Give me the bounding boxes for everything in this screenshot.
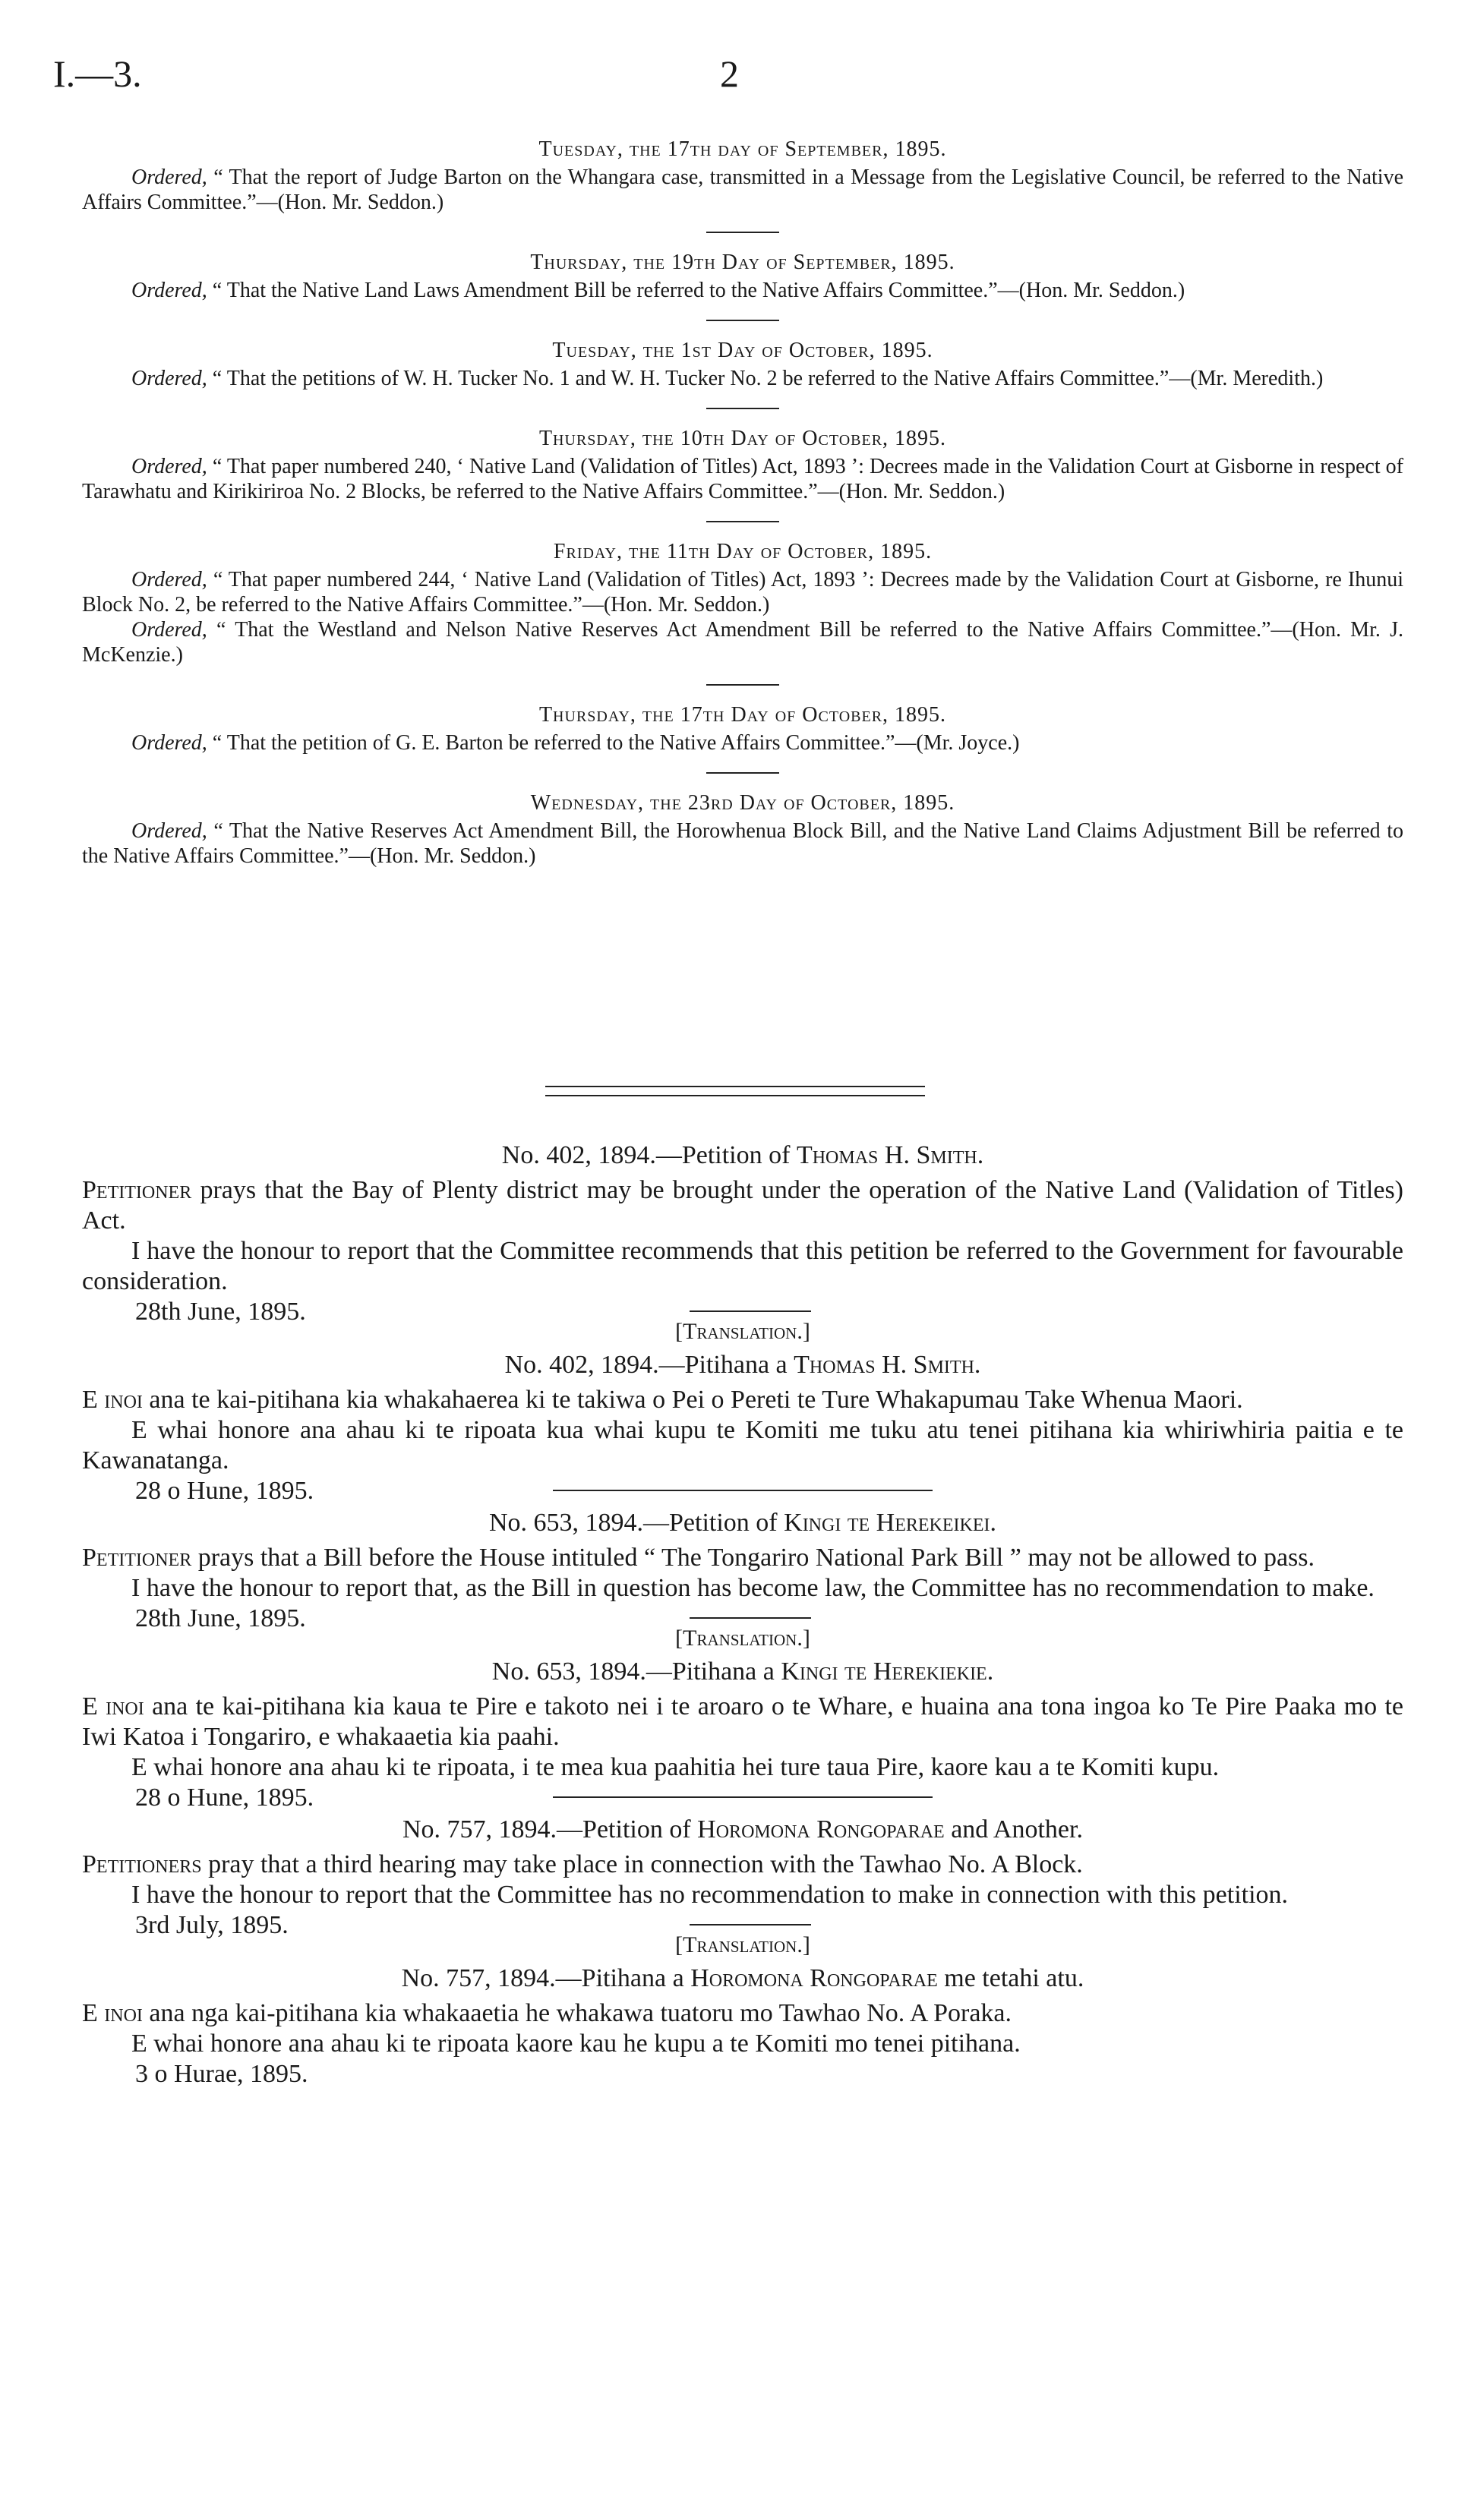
petition-title: No. 402, 1894.—Petition of Thomas H. Smith. <box>501 1141 984 1169</box>
section-divider <box>545 1086 925 1096</box>
translation-label: [Translation.] <box>675 1319 810 1344</box>
order-paragraph: Ordered, “ That paper numbered 240, ‘ Native Land (Validation of Titles) Act, 1893 ’: Decrees made in the Validation Court at Gisborne in respect of Tarawhatu and Kirikiriroa No. 2 Blocks, be referred to the Native Affairs Committee.”—(Hon. Mr. Seddon.) <box>82 455 1403 503</box>
separator-rule <box>706 521 779 522</box>
order-date: Thursday, the 19th Day of September, 1895. <box>530 251 955 274</box>
translation-label: [Translation.] <box>675 1932 810 1957</box>
petitions-section <box>82 1140 1403 2089</box>
order-entry <box>82 426 1403 504</box>
report-date: 3rd July, 1895. <box>135 1911 289 1939</box>
separator-rule <box>553 1796 933 1798</box>
petition-title: No. 653, 1894.—Petition of Kingi te Herekeikei. <box>488 1509 997 1537</box>
order-paragraph: Ordered, “ That the petition of G. E. Barton be referred to the Native Affairs Committee.”—(Mr. Joyce.) <box>131 731 1020 755</box>
order-paragraph: Ordered, “ That the petitions of W. H. Tucker No. 1 and W. H. Tucker No. 2 be referred to the Native Affairs Committee.”—(Mr. Meredith.) <box>131 367 1324 390</box>
order-entry <box>82 137 1403 215</box>
petition-prayer: Petitioner prays that the Bay of Plenty district may be brought under the operation of the Native Land (Validation of Titles) Act. <box>82 1176 1403 1235</box>
page-number: 2 <box>720 52 739 95</box>
separator-rule <box>690 1310 811 1312</box>
order-entry <box>82 790 1403 869</box>
committee-report-translation: E whai honore ana ahau ki te ripoata, i te mea kua paahitia hei ture taua Pire, kaore kau a te Komiti kupu. <box>131 1753 1220 1781</box>
petition-prayer-translation: E inoi ana te kai-pitihana kia whakahaerea ki te takiwa o Pei o Pereti te Ture Whakapumau Take Whenua Maori. <box>82 1386 1243 1414</box>
report-date: 28th June, 1895. <box>135 1604 306 1632</box>
order-date: Wednesday, the 23rd Day of October, 1895. <box>530 791 955 815</box>
separator-rule <box>706 684 779 686</box>
committee-report: I have the honour to report that, as the Bill in question has become law, the Committee has no recommendation to make. <box>131 1574 1375 1602</box>
separator-rule <box>706 320 779 321</box>
petition-title-translation: No. 402, 1894.—Pitihana a Thomas H. Smith. <box>504 1351 981 1379</box>
separator-rule <box>690 1924 811 1925</box>
committee-report: I have the honour to report that the Committee has no recommendation to make in connection with this petition. <box>131 1881 1289 1909</box>
report-date-translation: 28 o Hune, 1895. <box>135 1477 314 1505</box>
separator-rule <box>690 1617 811 1619</box>
translation-label: [Translation.] <box>675 1626 810 1651</box>
order-paragraph: Ordered, “ That the Native Land Laws Amendment Bill be referred to the Native Affairs Committee.”—(Hon. Mr. Seddon.) <box>131 279 1185 302</box>
committee-report: I have the honour to report that the Committee recommends that this petition be referred to the Government for favourable consideration. <box>82 1237 1403 1295</box>
order-entry <box>82 702 1403 755</box>
order-date: Tuesday, the 17th day of September, 1895. <box>538 137 947 161</box>
report-date-translation: 3 o Hurae, 1895. <box>135 2060 308 2088</box>
petition-title-translation: No. 653, 1894.—Pitihana a Kingi te Herekiekie. <box>491 1657 994 1686</box>
order-entry <box>82 250 1403 303</box>
order-entry <box>82 338 1403 391</box>
order-paragraph: Ordered, “ That paper numbered 244, ‘ Native Land (Validation of Titles) Act, 1893 ’: Decrees made by the Validation Court at Gisborne, re Ihunui Block No. 2, be referred to the Native Affairs Committee.”—(Hon. Mr. Seddon.) <box>82 568 1403 617</box>
separator-rule <box>706 408 779 409</box>
committee-report-translation: E whai honore ana ahau ki te ripoata kua whai kupu te Komiti me tuku atu tenei pitihana kia whiriwhiria paitia e te Kawanatanga. <box>82 1416 1403 1474</box>
petition-prayer-translation: E inoi ana te kai-pitihana kia kaua te Pire e takoto nei i te aroaro o te Whare, e huaina ana tona ingoa ko Te Pire Paaka mo te Iwi Katoa i Tongariro, e whakaaetia kia paahi. <box>82 1692 1403 1751</box>
report-date: 28th June, 1895. <box>135 1298 306 1326</box>
order-paragraph: Ordered, “ That the Native Reserves Act Amendment Bill, the Horowhenua Block Bill, and the Native Land Claims Adjustment Bill be referred to the Native Affairs Committee.”—(Hon. Mr. Seddon.) <box>82 819 1403 868</box>
separator-rule <box>706 772 779 774</box>
order-date: Thursday, the 10th Day of October, 1895. <box>538 427 947 450</box>
petition-prayer: Petitioners pray that a third hearing may take place in connection with the Tawhao No. A Block. <box>82 1850 1083 1878</box>
order-date: Thursday, the 17th Day of October, 1895. <box>538 703 947 727</box>
report-date-translation: 28 o Hune, 1895. <box>135 1784 314 1812</box>
separator-rule <box>553 1490 933 1491</box>
order-date: Friday, the 11th Day of October, 1895. <box>553 540 933 563</box>
committee-report-translation: E whai honore ana ahau ki te ripoata kaore kau he kupu a te Komiti mo tenei pitihana. <box>131 2030 1021 2058</box>
petition-prayer: Petitioner prays that a Bill before the House intituled “ The Tongariro National Park Bill ” may not be allowed to pass. <box>82 1544 1315 1572</box>
order-paragraph: Ordered, “ That the report of Judge Barton on the Whangara case, transmitted in a Message from the Legislative Council, be referred to the Native Affairs Committee.”—(Hon. Mr. Seddon.) <box>82 166 1403 214</box>
orders-section <box>82 137 1403 885</box>
order-entry <box>82 539 1403 667</box>
order-date: Tuesday, the 1st Day of October, 1895. <box>552 339 933 362</box>
order-paragraph: Ordered, “ That the Westland and Nelson Native Reserves Act Amendment Bill be referred to the Native Affairs Committee.”—(Hon. Mr. J. McKenzie.) <box>82 618 1403 667</box>
document-reference: I.—3. <box>53 52 142 95</box>
petition-prayer-translation: E inoi ana nga kai-pitihana kia whakaaetia he whakawa tuatoru mo Tawhao No. A Poraka. <box>82 1999 1012 2027</box>
separator-rule <box>706 232 779 233</box>
petition-title: No. 757, 1894.—Petition of Horomona Rongoparae and Another. <box>402 1815 1083 1843</box>
petition-title-translation: No. 757, 1894.—Pitihana a Horomona Rongoparae me tetahi atu. <box>401 1964 1084 1992</box>
